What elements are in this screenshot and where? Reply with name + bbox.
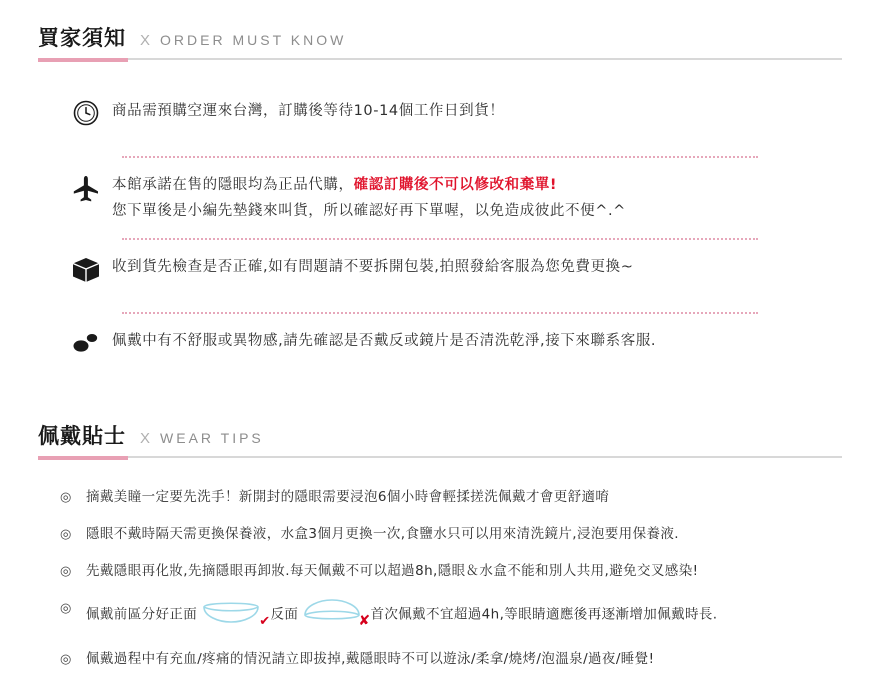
tip-text-middle: 反面 — [270, 606, 299, 623]
bullet-icon: ◎ — [60, 563, 72, 578]
wrong-mark: ✘ — [358, 612, 371, 629]
tip-item-lens-orientation — [60, 597, 820, 633]
notice-title-en: ORDER MUST KNOW — [160, 32, 347, 48]
tip-item — [60, 648, 820, 670]
tips-title-separator: X — [140, 430, 151, 447]
tips-title-cn: 佩戴貼士 — [38, 424, 126, 448]
notice-text: 商品需預購空運來台灣，訂購後等待10-14個工作日到貨！ — [112, 103, 505, 119]
tip-text — [86, 597, 820, 633]
notice-text — [112, 172, 820, 224]
notice-row — [60, 314, 820, 386]
clock-icon — [60, 98, 112, 126]
notice-text-line2: 您下單後是小編先墊錢來叫貨，所以確認好再下單喔，以免造成彼此不便^.^ — [112, 203, 626, 219]
notice-text-highlight: 確認訂購後不可以修改和棄單! — [353, 177, 558, 193]
tips-section-header — [38, 420, 842, 456]
contact-lens-icon — [60, 328, 112, 356]
section-gap — [0, 386, 880, 420]
tip-text: 隱眼不戴時隔天需更換保養液，水盒3個月更換一次,食鹽水只可以用來清洗鏡片,浸泡要用保養液. — [86, 526, 679, 542]
tip-item — [60, 560, 820, 582]
notice-text-line1-part1: 本館承諾在售的隱眼均為正品代購， — [112, 177, 354, 193]
correct-mark: ✔ — [259, 613, 271, 629]
tip-text: 先戴隱眼再化妝,先摘隱眼再卸妝.每天佩戴不可以超過8h,隱眼＆水盒不能和別人共用,避免交叉感染! — [86, 563, 699, 579]
tip-item — [60, 523, 820, 545]
tip-text-before: 佩戴前區分好正面 — [86, 606, 198, 623]
bullet-icon: ◎ — [60, 650, 72, 666]
notice-row — [60, 84, 820, 156]
notice-section-header — [38, 22, 842, 58]
tips-section-rule — [38, 456, 842, 458]
notice-title-cn: 買家須知 — [38, 26, 126, 50]
notice-row — [60, 240, 820, 312]
bullet-icon: ◎ — [60, 489, 72, 504]
tip-text-after: 首次佩戴不宜超過4h,等眼睛適應後再逐漸增加佩戴時長. — [370, 606, 718, 623]
tip-text: 佩戴過程中有充血/疼痛的情況請立即拔掉,戴隱眼時不可以遊泳/柔拿/燒烤/泡溫泉/過夜/睡覺! — [86, 650, 655, 667]
tips-title-en: WEAR TIPS — [160, 430, 264, 446]
package-icon — [60, 254, 112, 284]
notice-list — [60, 84, 820, 386]
tip-item — [60, 486, 820, 508]
notice-text: 佩戴中有不舒服或異物感,請先確認是否戴反或鏡片是否清洗乾淨,接下來聯系客服. — [112, 333, 657, 349]
notice-section-rule — [38, 58, 842, 60]
notice-text: 收到貨先檢查是否正確,如有問題請不要拆開包裝,拍照發給客服為您免費更換~ — [112, 259, 634, 275]
notice-row — [60, 158, 820, 238]
tip-text: 摘戴美瞳一定要先洗手！新開封的隱眼需要浸泡6個小時會輕揉搓洗佩戴才會更舒適唷 — [86, 489, 610, 505]
tips-list — [60, 486, 820, 670]
lens-wrong-diagram-icon — [299, 597, 365, 632]
lens-correct-diagram-icon — [198, 597, 264, 632]
notice-title-separator: X — [140, 32, 151, 49]
airplane-icon — [60, 172, 112, 204]
bullet-icon: ◎ — [60, 526, 72, 541]
top-spacer — [0, 0, 880, 22]
bullet-icon: ◎ — [60, 600, 72, 615]
